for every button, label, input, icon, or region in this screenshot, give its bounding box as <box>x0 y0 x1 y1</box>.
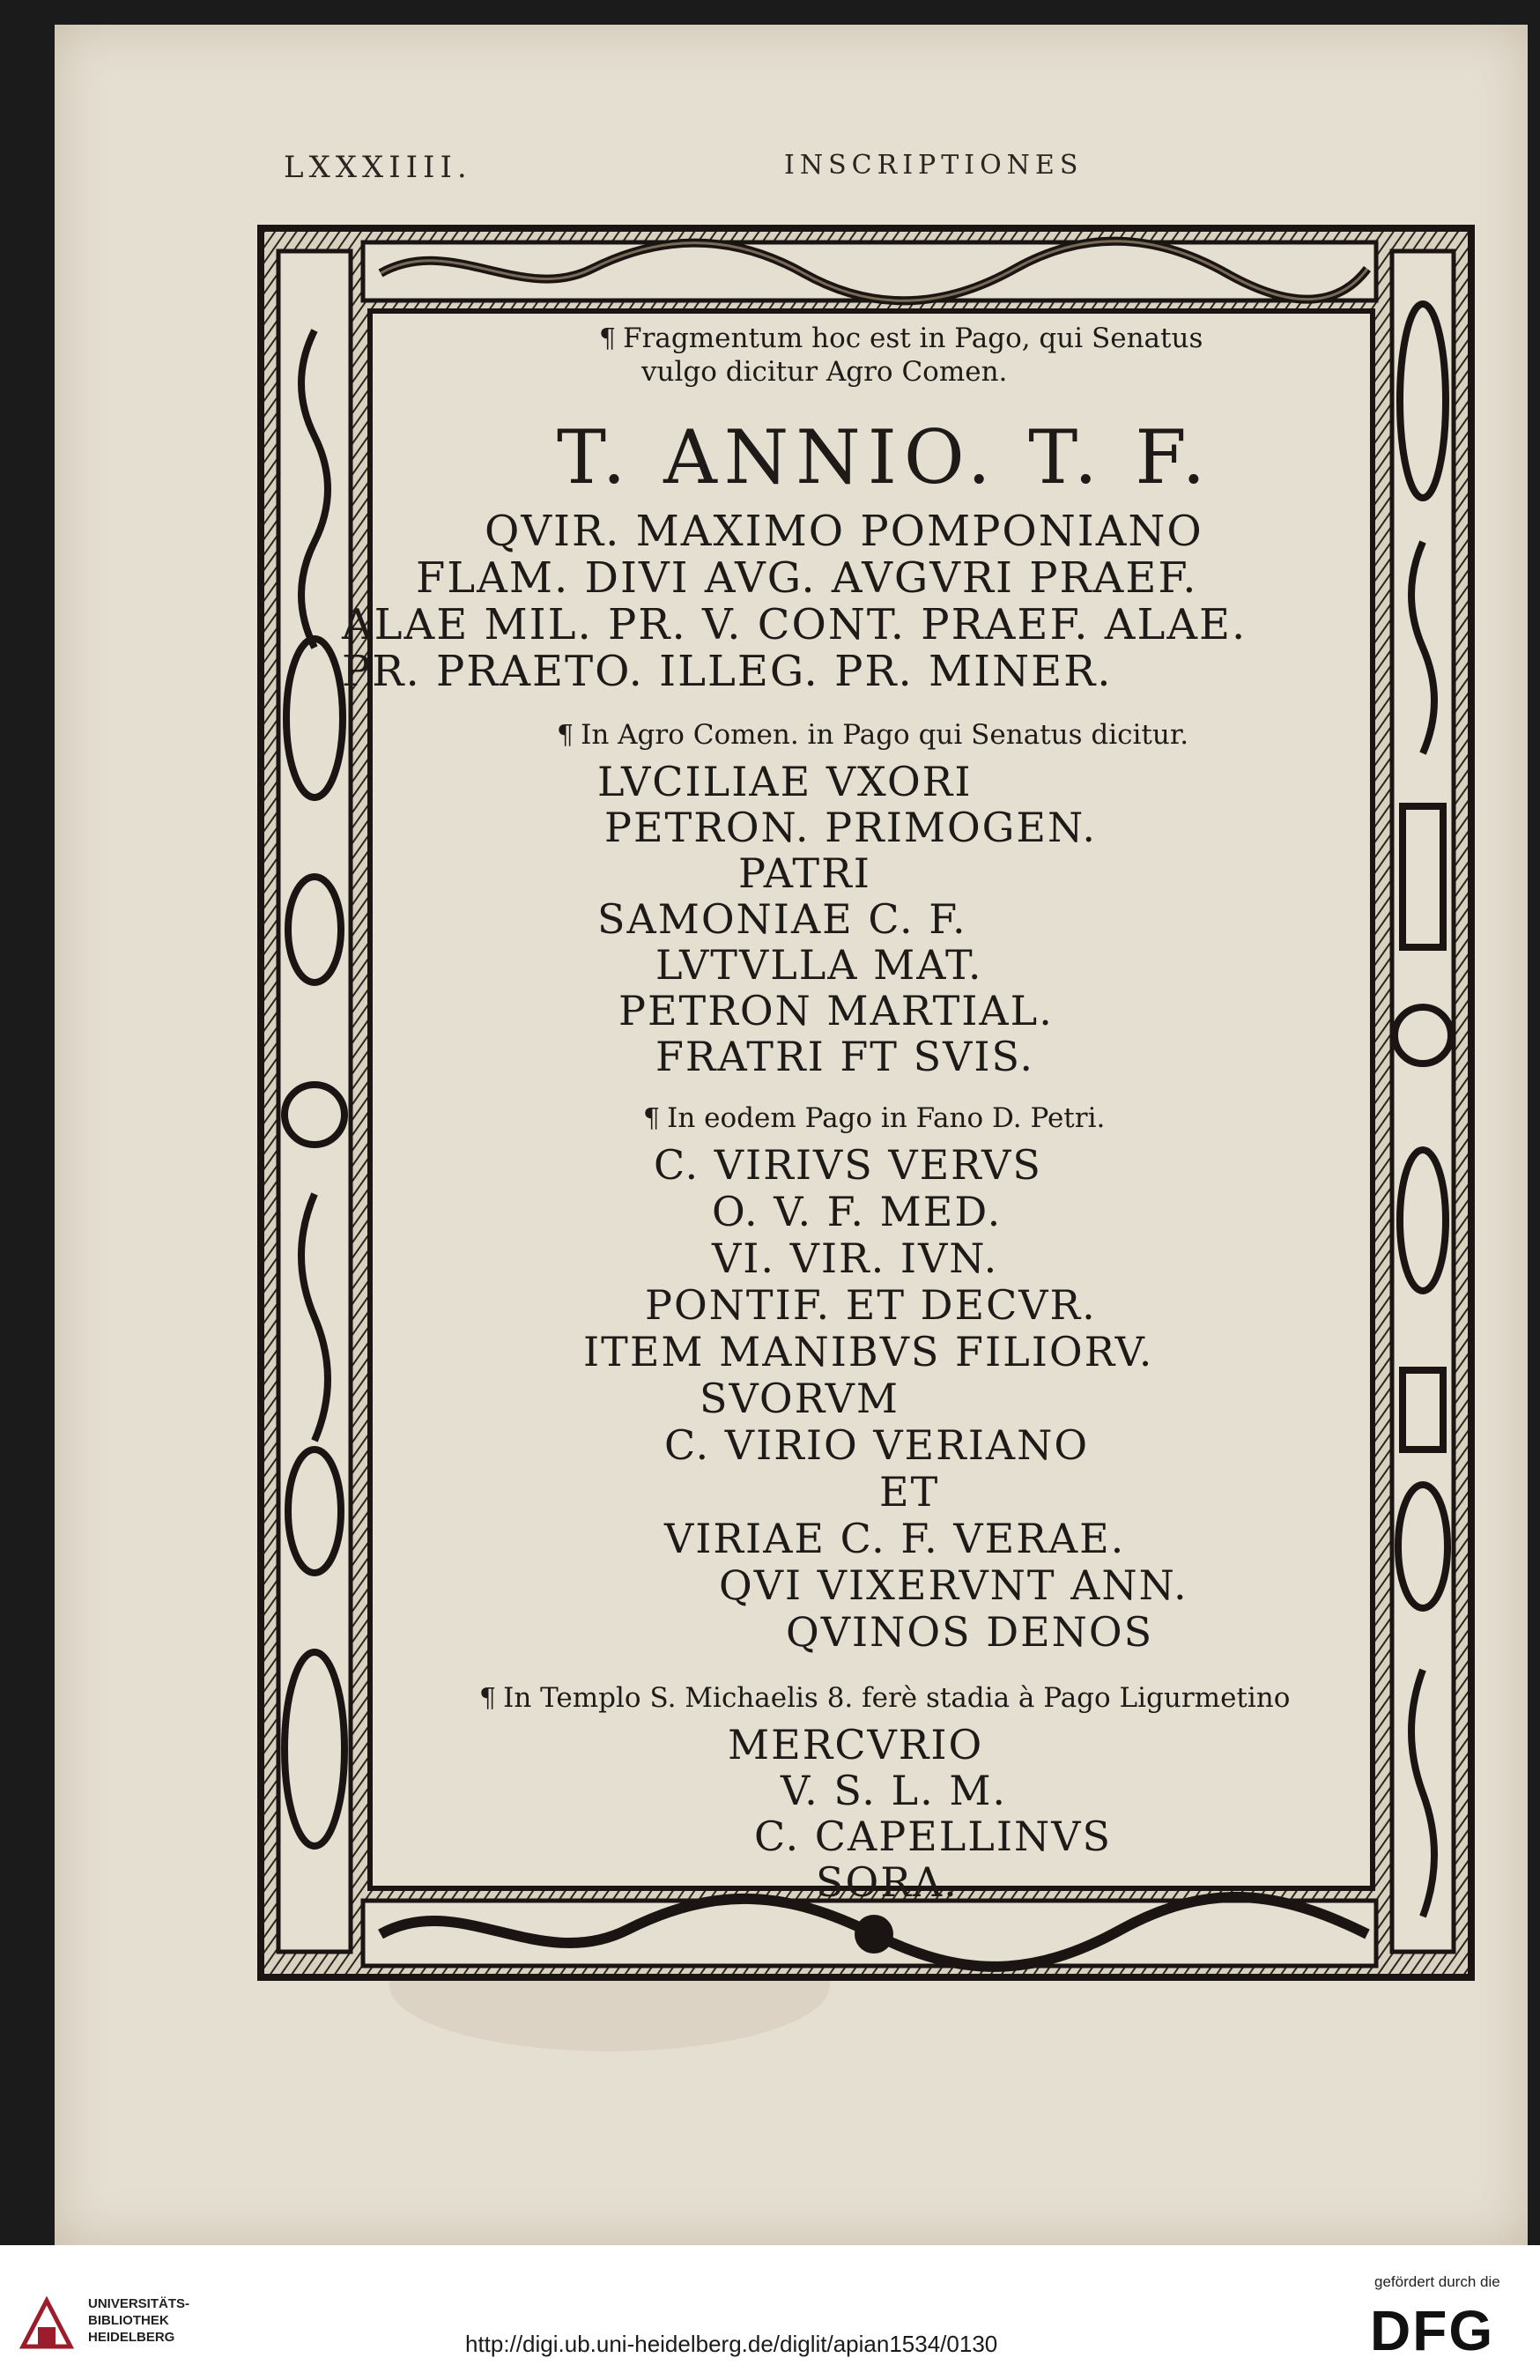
inscription-line: VI. VIR. IVN. <box>712 1234 999 1282</box>
running-title: INSCRIPTIONES <box>784 150 1084 181</box>
inscription-line: ITEM MANIBVS FILIORV. <box>583 1328 1154 1375</box>
caption-4: ¶ In Templo S. Michaelis 8. ferè stadia à Pago Ligurmetino <box>479 1682 1291 1714</box>
inscription-line: O. V. F. MED. <box>712 1188 1003 1235</box>
inscription-line: PETRON. PRIMOGEN. <box>604 804 1097 851</box>
inscription-line: SAMONIAE C. F. <box>597 895 967 943</box>
inscription-line: QVINOS DENOS <box>786 1608 1154 1656</box>
caption-2: ¶ In Agro Comen. in Pago qui Senatus dicitur. <box>557 719 1189 751</box>
inscription-line: SORA. <box>816 1858 959 1906</box>
inscription-line: ALAE MIL. PR. V. CONT. PRAEF. ALAE. <box>342 600 1248 649</box>
caption-3: ¶ In eodem Pago in Fano D. Petri. <box>643 1102 1106 1134</box>
pilcrow-icon: ¶ <box>557 720 574 751</box>
inscription-line: PATRI <box>738 849 871 897</box>
inscription-line: QVIR. MAXIMO POMPONIANO <box>485 507 1203 556</box>
inscription-line: T. ANNIO. T. F. <box>557 414 1213 500</box>
dfg-logo: DFG <box>1370 2299 1495 2362</box>
inscription-line: SVORVM <box>700 1375 900 1422</box>
inscription-line: LVCILIAE VXORI <box>597 758 973 805</box>
inscription-line: C. VIRIO VERIANO <box>664 1421 1090 1469</box>
pilcrow-icon: ¶ <box>599 323 617 354</box>
inscription-line: MERCVRIO <box>728 1721 984 1768</box>
inscriptions-content <box>342 304 1357 1906</box>
source-url[interactable]: http://digi.ub.uni-heidelberg.de/diglit/apian1534/0130 <box>465 2331 998 2357</box>
inscription-line: ET <box>879 1468 940 1516</box>
inscription-line: QVI VIXERVNT ANN. <box>719 1561 1188 1609</box>
university-library-name: UNIVERSITÄTS- BIBLIOTHEK HEIDELBERG <box>88 2296 190 2345</box>
pilcrow-icon: ¶ <box>643 1103 661 1134</box>
inscription-line: FRATRI FT SVIS. <box>655 1033 1034 1080</box>
inscription-line: PETRON MARTIAL. <box>618 987 1054 1034</box>
funded-by-label: gefördert durch die <box>1374 2273 1500 2290</box>
folio-number: LXXXIIII. <box>284 150 472 185</box>
university-library-logo-icon <box>16 2294 78 2355</box>
inscription-line: C. VIRIVS VERVS <box>654 1141 1042 1189</box>
pilcrow-icon: ¶ <box>479 1683 497 1714</box>
inscription-line: LVTVLLA MAT. <box>655 941 983 989</box>
inscription-line: C. CAPELLINVS <box>754 1813 1112 1860</box>
inscription-line: PR. PRAETO. ILLEG. PR. MINER. <box>342 647 1113 696</box>
caption-1-line-2: vulgo dicitur Agro Comen. <box>641 356 1008 388</box>
inscription-line: VIRIAE C. F. VERAE. <box>664 1515 1126 1562</box>
viewer-footer <box>0 2245 1540 2380</box>
caption-1-line-1: ¶ Fragmentum hoc est in Pago, qui Senatus <box>599 323 1203 354</box>
inscription-line: PONTIF. ET DECVR. <box>645 1281 1097 1329</box>
inscription-line: V. S. L. M. <box>781 1767 1008 1814</box>
inscription-line: FLAM. DIVI AVG. AVGVRI PRAEF. <box>416 553 1198 603</box>
